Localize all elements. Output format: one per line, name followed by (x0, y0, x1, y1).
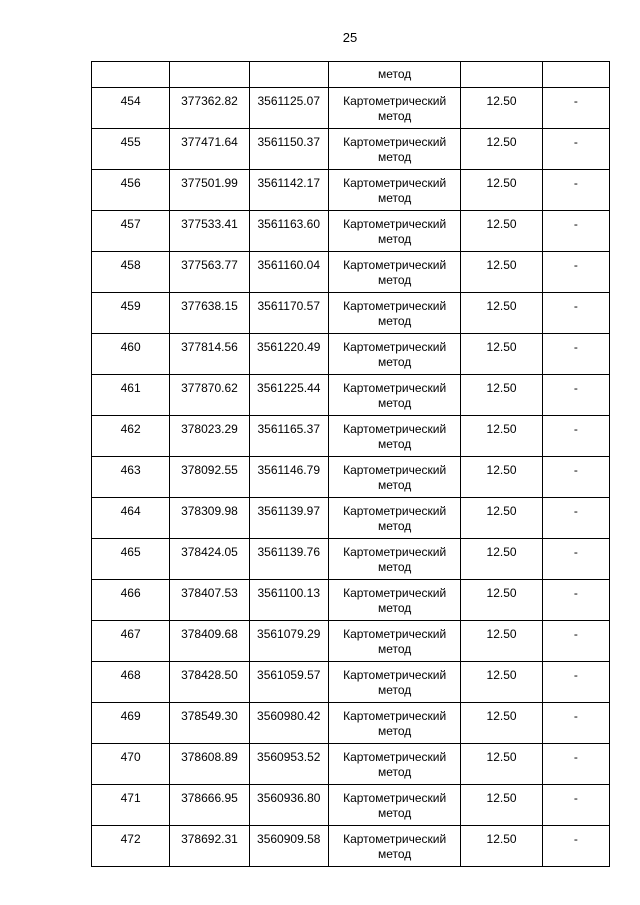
method-line-1: Картометрический (343, 258, 447, 272)
method-line-2: метод (377, 437, 412, 451)
method-line-2: метод (377, 191, 412, 205)
coordinates-table (91, 61, 610, 867)
table-row (92, 293, 610, 334)
continuation-cell-method: метод (328, 62, 461, 88)
method-line-1: Картометрический (343, 832, 447, 846)
x-coordinate-cell: 377471.64 (170, 129, 249, 170)
table-row (92, 539, 610, 580)
x-coordinate-cell: 377362.82 (170, 88, 249, 129)
table-row (92, 662, 610, 703)
accuracy-cell: 12.50 (461, 457, 542, 498)
method-line-2: метод (377, 601, 412, 615)
description-cell: - (542, 88, 609, 129)
method-line-1: Картометрический (343, 586, 447, 600)
method-cell (328, 539, 461, 580)
description-cell: - (542, 744, 609, 785)
continuation-cell-desc (542, 62, 609, 88)
method-line-2: метод (377, 642, 412, 656)
point-number-cell: 460 (92, 334, 170, 375)
point-number-cell: 469 (92, 703, 170, 744)
accuracy-cell: 12.50 (461, 826, 542, 867)
method-line-1: Картометрический (343, 668, 447, 682)
table-row (92, 580, 610, 621)
x-coordinate-cell: 377638.15 (170, 293, 249, 334)
y-coordinate-cell: 3561142.17 (249, 170, 328, 211)
x-coordinate-cell: 378092.55 (170, 457, 249, 498)
method-cell (328, 744, 461, 785)
method-cell (328, 621, 461, 662)
method-cell (328, 580, 461, 621)
y-coordinate-cell: 3561170.57 (249, 293, 328, 334)
x-coordinate-cell: 378409.68 (170, 621, 249, 662)
table-row (92, 498, 610, 539)
method-line-1: Картометрический (343, 504, 447, 518)
method-cell (328, 703, 461, 744)
method-cell (328, 88, 461, 129)
point-number-cell: 467 (92, 621, 170, 662)
point-number-cell: 464 (92, 498, 170, 539)
method-line-2: метод (377, 109, 412, 123)
x-coordinate-cell: 377501.99 (170, 170, 249, 211)
description-cell: - (542, 416, 609, 457)
description-cell: - (542, 334, 609, 375)
description-cell: - (542, 826, 609, 867)
method-line-2: метод (377, 314, 412, 328)
description-cell: - (542, 662, 609, 703)
method-line-1: Картометрический (343, 217, 447, 231)
table-row (92, 416, 610, 457)
continuation-cell-num (92, 62, 170, 88)
method-cell (328, 170, 461, 211)
table-row (92, 744, 610, 785)
point-number-cell: 465 (92, 539, 170, 580)
point-number-cell: 457 (92, 211, 170, 252)
accuracy-cell: 12.50 (461, 334, 542, 375)
description-cell: - (542, 703, 609, 744)
y-coordinate-cell: 3561220.49 (249, 334, 328, 375)
method-line-2: метод (377, 396, 412, 410)
continuation-cell-accuracy (461, 62, 542, 88)
continuation-cell-y (249, 62, 328, 88)
x-coordinate-cell: 377814.56 (170, 334, 249, 375)
y-coordinate-cell: 3561225.44 (249, 375, 328, 416)
description-cell: - (542, 375, 609, 416)
method-cell (328, 416, 461, 457)
accuracy-cell: 12.50 (461, 416, 542, 457)
x-coordinate-cell: 378666.95 (170, 785, 249, 826)
method-line-2: метод (377, 519, 412, 533)
accuracy-cell: 12.50 (461, 744, 542, 785)
method-line-2: метод (377, 683, 412, 697)
table-row (92, 88, 610, 129)
method-line-1: Картометрический (343, 381, 447, 395)
point-number-cell: 454 (92, 88, 170, 129)
table-row (92, 375, 610, 416)
method-line-1: Картометрический (343, 422, 447, 436)
continuation-row (92, 62, 610, 88)
method-cell (328, 252, 461, 293)
point-number-cell: 461 (92, 375, 170, 416)
point-number-cell: 463 (92, 457, 170, 498)
table-row (92, 170, 610, 211)
y-coordinate-cell: 3560980.42 (249, 703, 328, 744)
y-coordinate-cell: 3561100.13 (249, 580, 328, 621)
y-coordinate-cell: 3561163.60 (249, 211, 328, 252)
method-line-1: Картометрический (343, 709, 447, 723)
accuracy-cell: 12.50 (461, 580, 542, 621)
point-number-cell: 470 (92, 744, 170, 785)
method-line-2: метод (377, 765, 412, 779)
point-number-cell: 471 (92, 785, 170, 826)
point-number-cell: 458 (92, 252, 170, 293)
page-number: 25 (342, 30, 358, 45)
x-coordinate-cell: 377563.77 (170, 252, 249, 293)
description-cell: - (542, 211, 609, 252)
description-cell: - (542, 580, 609, 621)
point-number-cell: 472 (92, 826, 170, 867)
method-cell (328, 375, 461, 416)
point-number-cell: 466 (92, 580, 170, 621)
table-row (92, 129, 610, 170)
x-coordinate-cell: 378023.29 (170, 416, 249, 457)
accuracy-cell: 12.50 (461, 170, 542, 211)
table-row (92, 826, 610, 867)
method-line-1: Картометрический (343, 299, 447, 313)
x-coordinate-cell: 377870.62 (170, 375, 249, 416)
method-cell (328, 129, 461, 170)
accuracy-cell: 12.50 (461, 785, 542, 826)
table-row (92, 211, 610, 252)
method-line-1: Картометрический (343, 135, 447, 149)
method-line-1: Картометрический (343, 176, 447, 190)
description-cell: - (542, 785, 609, 826)
y-coordinate-cell: 3561079.29 (249, 621, 328, 662)
table-body (92, 62, 610, 867)
y-coordinate-cell: 3560909.58 (249, 826, 328, 867)
method-cell (328, 457, 461, 498)
description-cell: - (542, 539, 609, 580)
table-row (92, 703, 610, 744)
accuracy-cell: 12.50 (461, 703, 542, 744)
table-row (92, 252, 610, 293)
method-line-2: метод (377, 355, 412, 369)
method-line-1: Картометрический (343, 545, 447, 559)
point-number-cell: 468 (92, 662, 170, 703)
x-coordinate-cell: 378549.30 (170, 703, 249, 744)
y-coordinate-cell: 3561160.04 (249, 252, 328, 293)
method-line-1: Картометрический (343, 463, 447, 477)
method-line-2: метод (377, 560, 412, 574)
x-coordinate-cell: 378692.31 (170, 826, 249, 867)
method-cell (328, 662, 461, 703)
description-cell: - (542, 621, 609, 662)
method-line-1: Картометрический (343, 750, 447, 764)
method-line-2: метод (377, 150, 412, 164)
point-number-cell: 455 (92, 129, 170, 170)
y-coordinate-cell: 3561146.79 (249, 457, 328, 498)
y-coordinate-cell: 3561139.97 (249, 498, 328, 539)
point-number-cell: 459 (92, 293, 170, 334)
y-coordinate-cell: 3560953.52 (249, 744, 328, 785)
accuracy-cell: 12.50 (461, 211, 542, 252)
accuracy-cell: 12.50 (461, 293, 542, 334)
method-cell (328, 826, 461, 867)
continuation-cell-x (170, 62, 249, 88)
method-line-2: метод (377, 806, 412, 820)
method-line-2: метод (377, 232, 412, 246)
method-line-1: Картометрический (343, 340, 447, 354)
accuracy-cell: 12.50 (461, 539, 542, 580)
x-coordinate-cell: 378608.89 (170, 744, 249, 785)
point-number-cell: 456 (92, 170, 170, 211)
method-line-2: метод (377, 273, 412, 287)
accuracy-cell: 12.50 (461, 498, 542, 539)
description-cell: - (542, 498, 609, 539)
method-cell (328, 293, 461, 334)
accuracy-cell: 12.50 (461, 375, 542, 416)
x-coordinate-cell: 378407.53 (170, 580, 249, 621)
accuracy-cell: 12.50 (461, 662, 542, 703)
x-coordinate-cell: 377533.41 (170, 211, 249, 252)
description-cell: - (542, 457, 609, 498)
y-coordinate-cell: 3561165.37 (249, 416, 328, 457)
accuracy-cell: 12.50 (461, 252, 542, 293)
point-number-cell: 462 (92, 416, 170, 457)
method-cell (328, 211, 461, 252)
method-line-2: метод (377, 847, 412, 861)
accuracy-cell: 12.50 (461, 621, 542, 662)
method-line-1: Картометрический (343, 627, 447, 641)
method-cell (328, 785, 461, 826)
accuracy-cell: 12.50 (461, 88, 542, 129)
table-row (92, 621, 610, 662)
method-line-2: метод (377, 478, 412, 492)
method-line-1: Картометрический (343, 94, 447, 108)
y-coordinate-cell: 3560936.80 (249, 785, 328, 826)
method-cell (328, 498, 461, 539)
method-line-1: Картометрический (343, 791, 447, 805)
table-row (92, 334, 610, 375)
description-cell: - (542, 129, 609, 170)
table-row (92, 457, 610, 498)
description-cell: - (542, 252, 609, 293)
x-coordinate-cell: 378309.98 (170, 498, 249, 539)
x-coordinate-cell: 378428.50 (170, 662, 249, 703)
y-coordinate-cell: 3561139.76 (249, 539, 328, 580)
x-coordinate-cell: 378424.05 (170, 539, 249, 580)
description-cell: - (542, 170, 609, 211)
description-cell: - (542, 293, 609, 334)
method-line-2: метод (377, 724, 412, 738)
y-coordinate-cell: 3561125.07 (249, 88, 328, 129)
accuracy-cell: 12.50 (461, 129, 542, 170)
method-cell (328, 334, 461, 375)
y-coordinate-cell: 3561059.57 (249, 662, 328, 703)
table-row (92, 785, 610, 826)
y-coordinate-cell: 3561150.37 (249, 129, 328, 170)
